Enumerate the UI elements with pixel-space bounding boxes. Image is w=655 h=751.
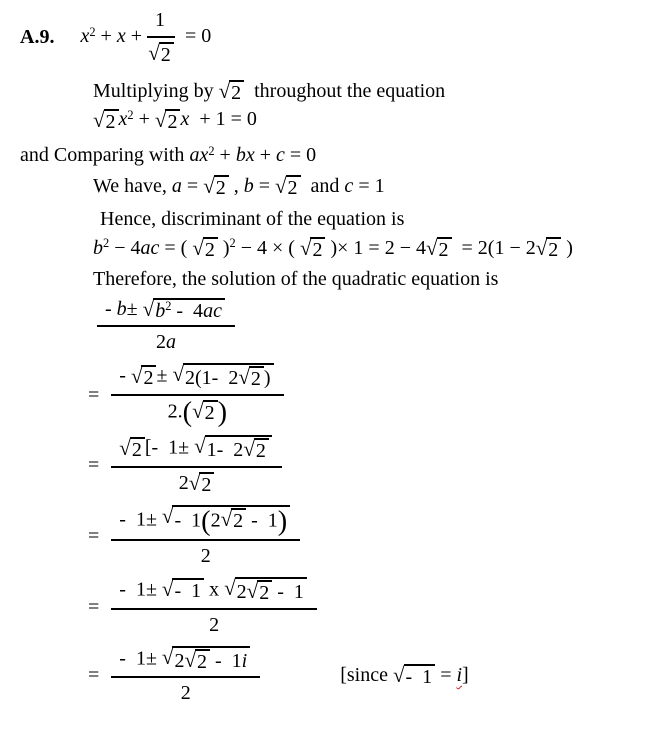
radical-sign: √: [299, 235, 312, 260]
step-6-fraction: - 1± √ 2 √ 2 - 1i 2: [111, 646, 260, 707]
comparing-text: and Comparing with $ax^2$ + bx + c = 0: [20, 143, 317, 167]
solution-step-2: [88, 363, 655, 427]
radical-sign: √: [142, 296, 155, 321]
radical-sign: √: [172, 362, 184, 387]
radical-sign: √: [243, 437, 255, 462]
radical-sign: √: [203, 174, 215, 199]
radical-sign: √: [220, 506, 233, 531]
equals-sign: =: [88, 664, 100, 687]
problem-equation: $x^2 + x$ + 1 √ 2 = 0: [80, 9, 212, 67]
multiplied-equation: √ 2 $x^2$ + √ 2 x + 1 = 0: [93, 107, 257, 133]
line-multiplied-equation: [93, 107, 655, 133]
solution-step-5: [88, 577, 655, 638]
equals-sign: =: [88, 595, 100, 618]
radical-sign: √: [425, 235, 438, 260]
radical-sign: √: [93, 107, 105, 132]
radical-sign: √: [161, 644, 174, 669]
solution-step-6: [88, 646, 655, 707]
radical-sign: √: [184, 647, 196, 672]
radical-sign: √: [275, 174, 287, 199]
radical-sign: √: [192, 235, 204, 260]
radical-sign: √: [130, 363, 143, 388]
radical-sign: √: [238, 365, 250, 390]
radical-sign: √: [535, 235, 548, 260]
radical-sign: √: [161, 503, 174, 528]
radical-sign: √: [154, 107, 167, 132]
since-note: [since √ - 1 = i]: [340, 663, 469, 689]
quadratic-formula: - b± √ $b^2 - 4ac$ 2a: [97, 297, 235, 356]
equals-sign: =: [88, 525, 100, 548]
line-multiplying: [93, 79, 655, 105]
solution-step-1: [97, 297, 655, 356]
equals-sign: =: [88, 454, 100, 477]
hence-text: Hence, discriminant of the equation is: [100, 207, 405, 230]
problem-line: [20, 8, 655, 67]
solution-step-3: [88, 435, 655, 496]
step-2-fraction: - √ 2 ± √ 2(1- 2 √ 2 ) 2.( √ 2 ): [111, 363, 283, 427]
radical-sign: √: [148, 41, 160, 66]
equals-sign: =: [88, 383, 100, 406]
radical-sign: √: [161, 577, 174, 602]
line-coefficients: [93, 174, 655, 200]
step-5-fraction: - 1± √ - 1 x √ 2 √ 2 - 1 2: [111, 577, 317, 638]
radical-sign: √: [218, 78, 231, 103]
discriminant-equation: $b^2 - 4ac$ = ( √ 2 )$^2$ − 4 × ( √ 2 )× 1 = 2 − 4 √ 2 = 2(1 − 2 √ 2 ): [93, 235, 573, 261]
radical-sign: √: [192, 399, 204, 424]
coefficients-text: We have, a = √ 2 , b = √ 2 and c = 1: [93, 174, 385, 200]
line-discriminant: [93, 236, 655, 262]
problem-label: A.9.: [20, 25, 55, 48]
step-3-fraction: √ 2 [- 1± √ 1- 2 √ 2 2 √ 2: [111, 435, 282, 496]
line-comparing: [20, 143, 655, 168]
multiplying-text: Multiplying by √ 2 throughout the equation: [93, 78, 446, 104]
therefore-text: Therefore, the solution of the quadratic equation is: [93, 267, 499, 290]
radical-sign: √: [188, 470, 201, 495]
solution-step-4: [88, 505, 655, 569]
radical-sign: √: [224, 575, 236, 600]
line-therefore: [93, 268, 655, 291]
radical-sign: √: [246, 578, 259, 603]
radical-sign: √: [119, 435, 131, 460]
line-hence: [100, 208, 655, 231]
radical-sign: √: [194, 434, 206, 459]
radical-sign: √: [392, 663, 405, 688]
step-4-fraction: - 1± √ - 1(2 √ 2 - 1) 2: [111, 505, 300, 569]
